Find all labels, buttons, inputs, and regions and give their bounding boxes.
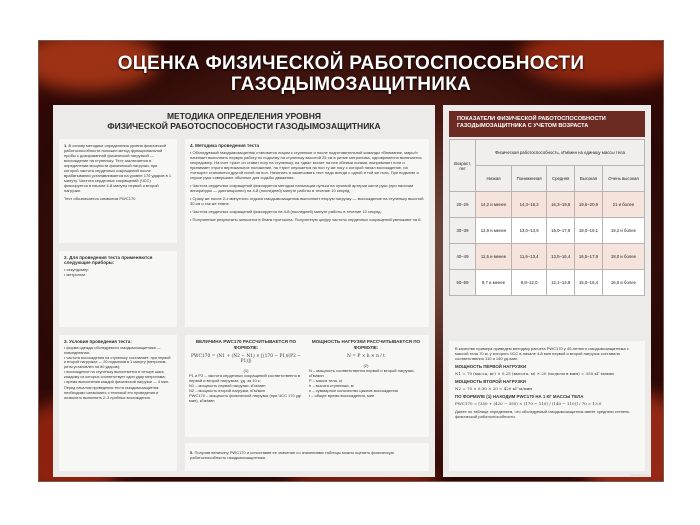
table-cell: 14,2 и менее [476, 192, 512, 218]
table-cell: 18,0–19,1 [575, 218, 603, 244]
section-2 [59, 251, 177, 327]
instrument-list [64, 267, 172, 277]
table-cell: 9,7 и менее [476, 270, 512, 296]
list-item: • восхождение на ступеньку выполняется в четыре шага, каждому из которых соответствует один удар метронома; [64, 370, 172, 380]
list-item: • частота восхождения на ступеньку составляет: при первой и второй нагрузках — 20 подъемов в 1 минуту (метроном-ритм установлен на 80 ударов); [64, 356, 172, 370]
methodology-title-line1: МЕТОДИКА ОПРЕДЕЛЕНИЯ УРОВНЯ [166, 111, 322, 121]
section-4-heading-text: Методика проведения теста [195, 143, 260, 148]
section-1 [59, 139, 177, 243]
formula-2-block [309, 339, 423, 398]
formula-1: PWC170 = (N1 + (N2 − N1) × [(170 − P1)/(P2 − P1)]) [191, 354, 301, 364]
formula-2-heading: МОЩНОСТЬ НАГРУЗКИ РАССЧИТЫВАЕТСЯ ПО ФОРМУЛЕ: [311, 339, 421, 350]
formula-2-number: (2) [363, 363, 369, 368]
column-header-group: Физическая работоспособность, кГм/мин на единицу массы тела [476, 140, 645, 166]
age-cell: 20–29 [450, 192, 476, 218]
section-1-text [64, 143, 172, 193]
calc-heading: ПО ФОРМУЛЕ (1) НАХОДИМ PWC170 НА 1 КГ МАССЫ ТЕЛА [455, 394, 584, 399]
section-4-heading [190, 143, 424, 148]
table-row [450, 244, 645, 270]
column-header-age: Возраст, лет [450, 140, 476, 192]
table-cell: 12,1–14,9 [547, 270, 575, 296]
section-2-heading [64, 255, 172, 265]
column-header-level: Пониженная [512, 166, 547, 192]
table-cell: 9,8–12,0 [512, 270, 547, 296]
calc-heading: МОЩНОСТЬ ПЕРВОЙ НАГРУЗКИ [455, 364, 527, 369]
section-5-text [190, 447, 424, 460]
column-header-level: Средняя [547, 166, 575, 192]
list-item: • секундомер [64, 267, 172, 272]
poster-footer: www.stendy.ru [629, 473, 649, 477]
formula-1-block [189, 339, 303, 403]
column-header-level: Высокая [575, 166, 603, 192]
table-row [450, 218, 645, 244]
section-1-body: В основу методики определения уровня физической работоспособности положен метод функциональной пробы с дозированной физической нагрузкой — восхождение на ступеньку. Тест заключается в определении мощности физической нагрузки, при которой частота сердечных сокращений после врабатывания устанавливается на уровне 170 ударов в 1 минуту. Частота сердечных сокращений (ЧСС) фиксируется в начале 4-й минуты первой и второй нагрузки. [64, 143, 172, 193]
section-2-heading-text: Для проведения теста применяются следующие приборы: [64, 255, 153, 265]
methodology-title [53, 111, 435, 131]
section-3-heading [64, 339, 172, 344]
table-cell: 11,5 и менее [476, 244, 512, 270]
formula-2-def: N – мощность соответственно первой и второй нагрузки, кГм/мин [309, 368, 415, 378]
table-cell: 21 и более [602, 192, 644, 218]
age-cell: 40–49 [450, 244, 476, 270]
formula-2: N = P × h × n / t [347, 354, 385, 359]
list-item: • Полученные результаты заносятся в бланк протокола. Полученную цифру частоты сердечных сокращений умножают на 6. [190, 217, 424, 222]
procedure-list [190, 150, 424, 222]
section-5 [185, 443, 429, 471]
formula-1-def: P1 и P2 – частота сердечных сокращений соответственно в первой и второй нагрузках, уд. за 10 с; [189, 373, 301, 383]
list-item: • метроном [64, 272, 172, 277]
list-item: • Обследуемый газодымозащитник становится лицом к ступеньке и после подготовительной команды «Внимание, марш!» начинает выполнять первую работу по подъему на ступеньку высотой 25 см в ритме метронома, одновременно включается секундомер. На счет «раз» он ставит ногу на ступеньку, на «два» встает на нее обеими ногами, выпрямляет ноги и принимает строго вертикальное положение, на «три» опускается на пол ту же ногу с которой начал восхождение, на «четыре» становится другой ногой на пол. Начинать и заканчивать тест надо всегда с одной и той же ноги. При подъеме и спуске руки совершают обычные для ходьбы движения. [190, 150, 424, 180]
table-cell: 15,0–16,4 [575, 270, 603, 296]
calc-formula: N2 = 70 × 0,30 × 20 = 420 кГ·м/мин [455, 386, 532, 391]
formula-1-number: (1) [243, 368, 249, 373]
list-item: • Частота сердечных сокращений фиксируется на 4-й (последней) минуте работы в течение 10 секунд. [190, 209, 424, 214]
section-5-number: 5. [190, 450, 194, 455]
indicators-title-line1: ПОКАЗАТЕЛИ ФИЗИЧЕСКОЙ РАБОТОСПОСОБНОСТИ [457, 116, 606, 122]
table-row [450, 270, 645, 296]
table-cell: 16,5 и более [602, 270, 644, 296]
table-cell: 13,0–14,9 [512, 218, 547, 244]
methodology-panel [53, 105, 435, 477]
formula-1-heading: ВЕЛИЧИНА PWC170 РАССЧИТЫВАЕТСЯ ПО ФОРМУЛЕ: [195, 339, 297, 350]
table-cell: 19,6–20,9 [575, 192, 603, 218]
table-cell: 13,5–16,4 [547, 244, 575, 270]
section-4 [185, 139, 429, 327]
calc-formula: N1 = 70 (масса, кг) × 0,25 (высота, м) × 20 (подъем в мин) = 350 кГ·м/мин [455, 371, 614, 376]
calculation-example [449, 341, 645, 471]
indicators-title-line2: ГАЗОДЫМОЗАЩИТНИКА С УЧЕТОМ ВОЗРАСТА [457, 123, 589, 129]
section-3-note: Перед началом проведения теста газодымозащитник необходимо ознакомить с техникой его проведения и позволить выполнить 2–3 пробных восхождения. [64, 386, 159, 400]
section-3 [59, 335, 177, 471]
indicators-table [449, 139, 645, 296]
poster-title [39, 53, 663, 95]
formulas-section [185, 335, 429, 437]
formula-2-def: t – общее время восхождения, мин [309, 393, 375, 398]
section-2-number: 2. [64, 255, 68, 260]
list-item: • время выполнения каждой физической нагрузки — 4 мин. [64, 380, 172, 385]
formula-1-def: PWC170 – мощность физической нагрузки (при ЧСС 170 уд/мин), кГм/мин [189, 393, 302, 403]
calc-heading: МОЩНОСТЬ ВТОРОЙ НАГРУЗКИ [455, 379, 526, 384]
table-cell: 15,0–17,9 [547, 218, 575, 244]
section-4-number: 4. [190, 143, 194, 148]
indicators-table-title [449, 111, 645, 137]
table-cell: 14,3–16,2 [512, 192, 547, 218]
formula-2-def: n – суммарное количество циклов восхождения [309, 388, 398, 393]
section-1-note: Тест обозначается символом PWC170 [64, 196, 136, 201]
section-5-body: Получив величину PWC170 и сопоставив ее значение со значениями таблицы можно оценить физическую работоспособность газодымозащитника. [190, 450, 394, 460]
calc-intro: В качестве примера приведем методику расчета PWC170 у 40-летнего газодымозащитника с массой тела 70 кг, у которого ЧСС в начале 4-й мин первой и второй нагрузок составила соответственно 110 и 140 уд./мин. [455, 346, 629, 361]
poster-title-line2: ГАЗОДЫМОЗАЩИТНИКА [230, 74, 472, 95]
section-3-heading-text: Условия проведения теста: [69, 339, 132, 344]
formula-1-def: N1 – мощность первой нагрузки, кГм/мин [189, 383, 266, 388]
poster [38, 40, 664, 482]
table-cell: 18,0 и более [602, 244, 644, 270]
column-header-level: Низкая [476, 166, 512, 192]
methodology-title-line2: ФИЗИЧЕСКОЙ РАБОТОСПОСОБНОСТИ ГАЗОДЫМОЗАЩИТНИКА [107, 121, 381, 131]
formula-1-def: N2 – мощность второй нагрузки, кГм/мин [189, 388, 265, 393]
section-1-number: 1. [64, 143, 68, 148]
section-3-number: 3. [64, 339, 68, 344]
formula-2-def: P – масса тела, кг [309, 378, 343, 383]
poster-title-line1: ОЦЕНКА ФИЗИЧЕСКОЙ РАБОТОСПОСОБНОСТИ [117, 53, 585, 74]
table-cell: 11,6–13,4 [512, 244, 547, 270]
table-cell: 16,3–19,5 [547, 192, 575, 218]
age-cell: 50–59 [450, 270, 476, 296]
calc-formula: PWC170 = [350 + (420 − 350) × (170 − 110) / (140 − 110)] / 70 = 13,0 [455, 401, 602, 406]
formula-2-def: h – высота ступеньки, м [309, 383, 354, 388]
list-item: • форма одежды обследуемого газодымозащитника — повседневная; [64, 346, 172, 356]
table-cell: 12,9 и менее [476, 218, 512, 244]
table-cell: 16,5–17,9 [575, 244, 603, 270]
indicators-panel [443, 105, 651, 477]
column-header-level: Очень высокая [602, 166, 644, 192]
list-item: • Частота сердечных сокращений фиксируется методом пальпации пульса на лучевой артерии кисти руки (при наличии аппаратуры — дистанционно) на 4-й (последней) минуте работы в течение 10 секунд. [190, 183, 424, 193]
table-cell: 19,2 и более [602, 218, 644, 244]
table-row [450, 192, 645, 218]
conditions-list [64, 346, 172, 384]
calc-conclusion: Далее по таблице определяем, что обследуемый газодымозащитник имеет среднюю степень физической работоспособности. [455, 409, 630, 419]
list-item: • Сразу же после 2-х минутного отдыха газодымозащитник выполняет вторую нагрузку — восхождение на ступеньку высотой 30 см и так же темпе. [190, 196, 424, 206]
age-cell: 30–39 [450, 218, 476, 244]
